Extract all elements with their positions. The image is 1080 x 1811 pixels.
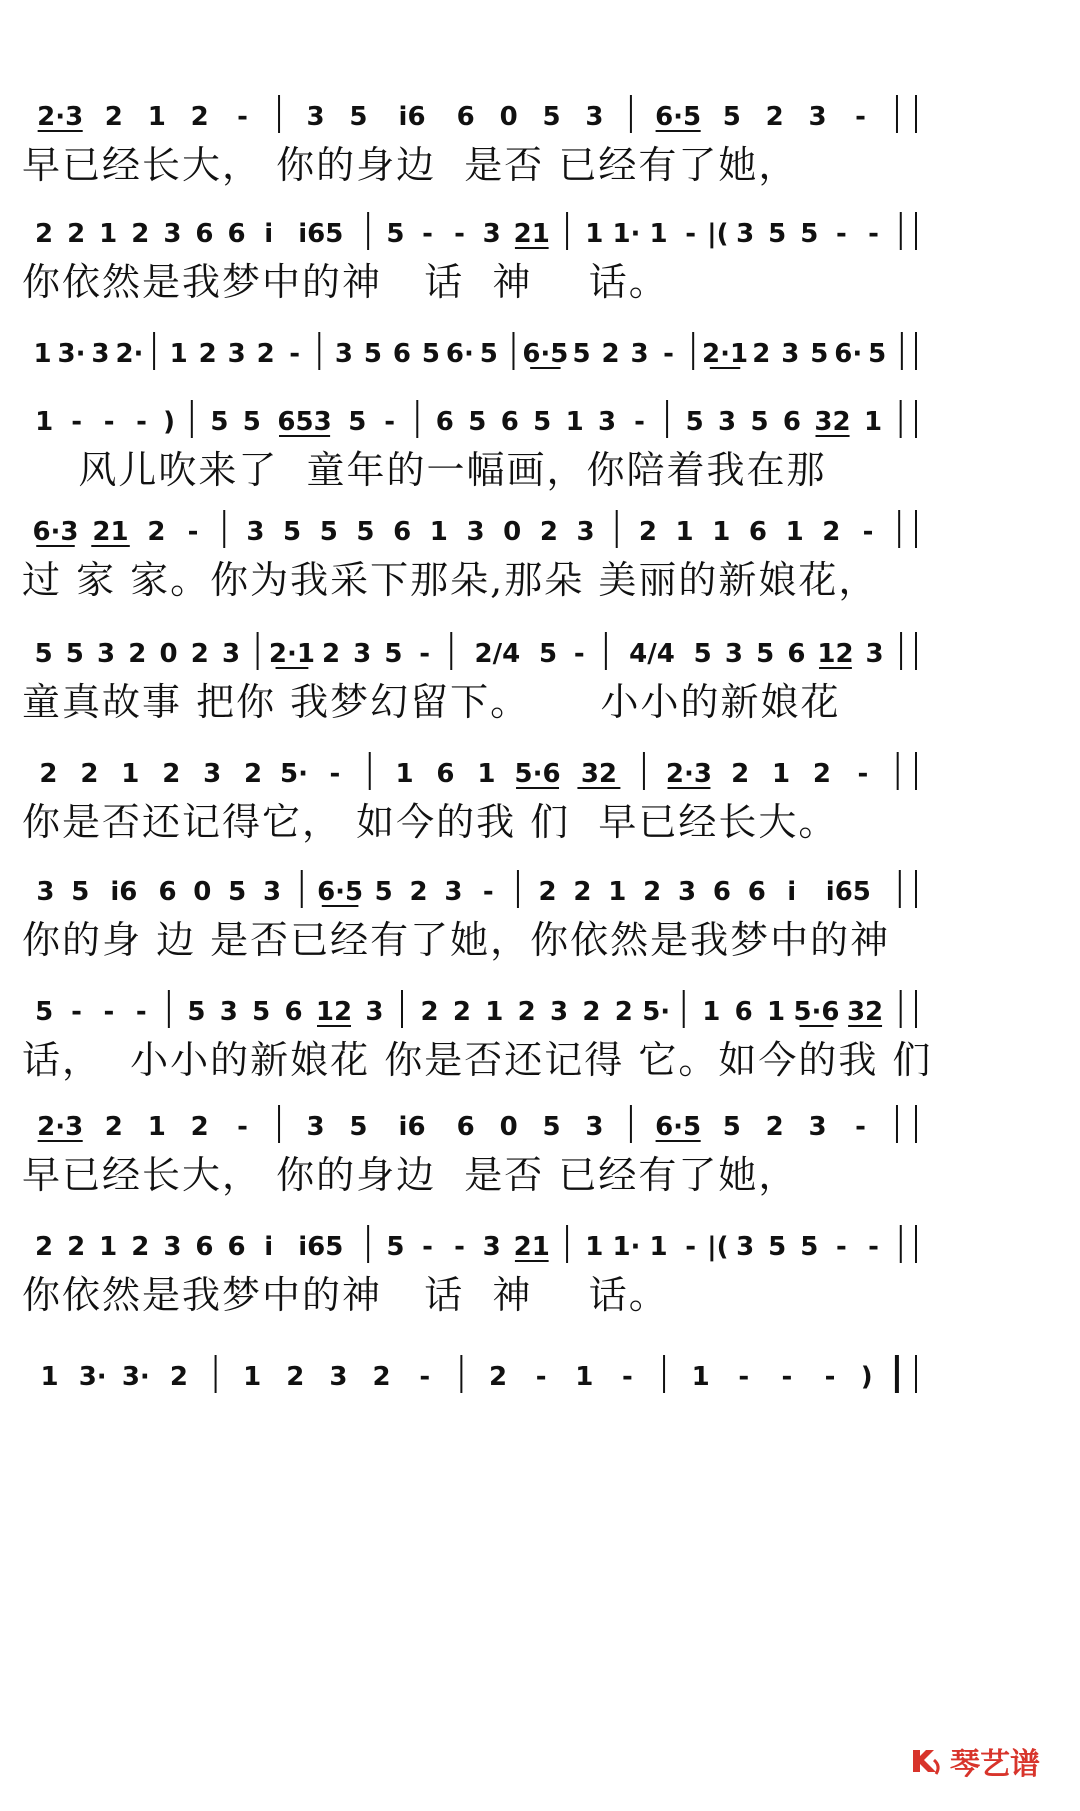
note-token: |( <box>707 1232 729 1262</box>
note-token: 6 <box>787 639 806 669</box>
note-token: 2 <box>147 517 166 547</box>
note-token: 3 <box>329 1362 348 1392</box>
note-token: 5 <box>228 877 247 907</box>
note-token: 1 <box>33 339 52 369</box>
note-token: 3 <box>865 639 884 669</box>
note-token: 5 <box>572 339 591 369</box>
note-token: - <box>685 1232 696 1262</box>
note-token: 2 <box>752 339 771 369</box>
note-token: 5·6 <box>514 759 561 789</box>
note-token: 2 <box>128 639 147 669</box>
note-token: 2· <box>115 339 144 369</box>
note-token: 3 <box>482 219 501 249</box>
note-token: 1 <box>243 1362 262 1392</box>
note-token: 3 <box>808 102 827 132</box>
note-token: - <box>419 639 431 669</box>
note-token: 1 <box>585 219 604 249</box>
lyric-line: 你依然是我梦中的神 话 神 话。 <box>22 260 669 304</box>
note-token: 6·5 <box>317 877 364 907</box>
note-token: 1 <box>575 1362 594 1392</box>
note-token: 6 <box>748 517 767 547</box>
note-token: 5 <box>810 339 829 369</box>
note-token: 2 <box>169 1362 188 1392</box>
note-token: - <box>663 339 674 369</box>
note-token: 5 <box>242 407 261 437</box>
note-token: 5 <box>685 407 704 437</box>
note-token: 2 <box>582 997 601 1027</box>
note-token: 3 <box>678 877 697 907</box>
note-token: 3 <box>163 219 182 249</box>
note-token: 2 <box>573 877 592 907</box>
note-token: 5· <box>642 997 671 1027</box>
note-token: - <box>384 407 396 437</box>
note-token: 6 <box>435 407 454 437</box>
note-token: 2 <box>162 759 181 789</box>
note-token: 5· <box>280 759 309 789</box>
note-token: 6· <box>834 339 863 369</box>
note-token: 12 <box>315 997 353 1027</box>
note-token: 1 <box>649 1232 668 1262</box>
lyric-line: 早已经长大， 你的身边 是否 已经有了她， <box>22 143 799 187</box>
note-token: 5 <box>868 339 887 369</box>
note-token: - <box>836 1232 847 1262</box>
note-token: 3 <box>482 1232 501 1262</box>
note-token: 2 <box>538 877 557 907</box>
note-token: - <box>419 1362 431 1392</box>
note-token: 2 <box>409 877 428 907</box>
note-token: 6 <box>436 759 455 789</box>
note-token: 2·3 <box>37 1112 84 1142</box>
note-token: - <box>535 1362 547 1392</box>
note-token: 2 <box>614 997 633 1027</box>
qinyipu-logo-icon <box>910 1746 944 1776</box>
note-token: 1 <box>477 759 496 789</box>
note-token: 1 <box>691 1362 710 1392</box>
note-token: 1 <box>99 219 118 249</box>
note-token: 3 <box>334 339 353 369</box>
note-token: 2·3 <box>665 759 712 789</box>
note-token: - <box>71 997 82 1027</box>
note-token: 1 <box>702 997 721 1027</box>
note-token: 2 <box>104 102 123 132</box>
note-token: 2 <box>80 759 99 789</box>
note-token: 5 <box>756 639 775 669</box>
note-token: - <box>855 102 866 132</box>
note-token: 2 <box>420 997 439 1027</box>
note-token: - <box>187 517 199 547</box>
note-token: - <box>329 759 341 789</box>
note-token: 2·1 <box>702 339 749 369</box>
note-token: - <box>135 997 147 1027</box>
note-token: 2 <box>190 1112 209 1142</box>
note-token: 5 <box>348 407 367 437</box>
note-token: i <box>264 219 274 249</box>
note-token: 6 <box>456 102 475 132</box>
note-token: 1 <box>766 997 786 1027</box>
note-token: 5 <box>65 639 84 669</box>
note-token: - <box>685 219 696 249</box>
note-token: 1 <box>675 517 694 547</box>
note-token: - <box>621 1362 633 1392</box>
note-token: 6 <box>195 1232 214 1262</box>
note-token: 3 <box>736 1232 755 1262</box>
note-token: 2 <box>643 877 662 907</box>
note-token: 5 <box>384 639 403 669</box>
note-token: 2 <box>198 339 217 369</box>
note-token: 2 <box>765 102 784 132</box>
note-token: 6 <box>284 997 303 1027</box>
note-token: 6·5 <box>655 1112 702 1142</box>
note-token: - <box>454 1232 465 1262</box>
note-token: 5 <box>768 219 787 249</box>
note-token: 1 <box>485 997 504 1027</box>
note-token: 3 <box>630 339 649 369</box>
note-token: 21 <box>513 219 550 249</box>
note-token: 4/4 <box>629 639 675 669</box>
note-token: 3 <box>365 997 384 1027</box>
note-token: - <box>422 1232 433 1262</box>
note-token: 0 <box>503 517 522 547</box>
note-token: 5 <box>356 517 375 547</box>
note-token: 2 <box>822 517 841 547</box>
note-token: 1 <box>99 1232 118 1262</box>
note-token: 3 <box>724 639 743 669</box>
note-token: ) <box>163 407 176 437</box>
note-token: 5 <box>693 639 712 669</box>
note-token: 1 <box>785 517 804 547</box>
note-token: 3 <box>221 639 241 669</box>
note-token: 1 <box>429 517 448 547</box>
note-token: 2 <box>638 517 657 547</box>
note-token: 1 <box>40 1362 59 1392</box>
note-token: 3 <box>306 102 325 132</box>
note-token: 5 <box>386 1232 405 1262</box>
note-token: 3 <box>219 997 238 1027</box>
note-token: 2 <box>765 1112 784 1142</box>
note-token: 32 <box>846 997 884 1027</box>
note-token: 32 <box>814 407 851 437</box>
note-token: 6 <box>195 219 214 249</box>
note-token: 2 <box>67 1232 86 1262</box>
note-token: 2 <box>67 219 86 249</box>
note-token: 5 <box>187 997 206 1027</box>
note-token: 2 <box>131 219 150 249</box>
note-token: 6 <box>393 517 412 547</box>
note-token: 5 <box>386 219 405 249</box>
note-token: 5 <box>750 407 769 437</box>
note-token: 6 <box>227 1232 246 1262</box>
note-token: 5 <box>722 102 741 132</box>
note-token: 3 <box>306 1112 325 1142</box>
note-token: - <box>738 1362 750 1392</box>
note-token: - <box>862 517 874 547</box>
note-token: 6·5 <box>522 339 569 369</box>
note-token: 1 <box>712 517 731 547</box>
note-token: 5 <box>252 997 271 1027</box>
note-token: - <box>855 1112 866 1142</box>
note-token: 1 <box>395 759 414 789</box>
note-token: 1 <box>771 759 791 789</box>
note-token: - <box>71 407 83 437</box>
note-token: 1· <box>612 219 641 249</box>
note-token: 5 <box>542 1112 561 1142</box>
note-token: 21 <box>513 1232 550 1262</box>
note-token: - <box>857 759 869 789</box>
note-token: 3 <box>203 759 222 789</box>
note-token: 5 <box>210 407 229 437</box>
note-token: 3 <box>808 1112 827 1142</box>
note-token: 3 <box>585 1112 604 1142</box>
note-token: 1 <box>585 1232 604 1262</box>
lyric-line: 你是否还记得它， 如今的我 们 早已经长大。 <box>22 800 839 844</box>
note-token: i65 <box>825 877 871 907</box>
note-token: 2 <box>452 997 471 1027</box>
note-token: 5 <box>542 102 561 132</box>
note-token: - <box>454 219 465 249</box>
note-token: 5 <box>71 877 90 907</box>
lyric-line: 早已经长大， 你的身边 是否 已经有了她， <box>22 1153 799 1197</box>
note-token: 3 <box>91 339 110 369</box>
note-token: 3 <box>36 877 55 907</box>
note-token: 3 <box>598 407 617 437</box>
note-token: - <box>824 1362 836 1392</box>
note-token: 2 <box>488 1362 508 1392</box>
note-token: 1 <box>35 407 54 437</box>
note-token: 6·5 <box>655 102 702 132</box>
note-token: 5 <box>349 1112 368 1142</box>
note-token: 5·6 <box>793 997 840 1027</box>
note-token: 21 <box>92 517 129 547</box>
note-token: i65 <box>298 1232 344 1262</box>
note-token: - <box>836 219 847 249</box>
note-token: - <box>482 877 494 907</box>
note-token: - <box>868 1232 879 1262</box>
note-token: 2/4 <box>474 639 521 669</box>
note-token: 6 <box>456 1112 475 1142</box>
note-token: 2·1 <box>268 639 315 669</box>
watermark-brand: 琴艺谱 <box>950 1747 1040 1782</box>
note-token: - <box>781 1362 793 1392</box>
note-token: 653 <box>277 407 332 437</box>
note-token: - <box>237 102 248 132</box>
lyric-line: 你的身 边 是否已经有了她，你依然是我梦中的神 <box>22 918 891 962</box>
note-token: 2 <box>34 1232 54 1262</box>
note-token: 5 <box>283 517 302 547</box>
lyric-line: 话， 小小的新娘花 你是否还记得 它。如今的我 们 <box>22 1038 933 1082</box>
note-token: i6 <box>110 877 138 907</box>
note-token: 2 <box>34 219 54 249</box>
note-token: 1 <box>121 759 140 789</box>
note-token: 3 <box>353 639 372 669</box>
note-token: 3 <box>246 517 265 547</box>
note-token: 5 <box>468 407 487 437</box>
note-token: 2 <box>321 639 341 669</box>
note-token: 3· <box>121 1362 150 1392</box>
note-token: 1 <box>147 1112 166 1142</box>
lyric-line: 风儿吹来了 童年的一幅画，你陪着我在那 <box>22 448 827 492</box>
note-token: 2 <box>372 1362 391 1392</box>
note-token: 2 <box>104 1112 123 1142</box>
note-token: i6 <box>398 1112 426 1142</box>
note-token: 3· <box>78 1362 107 1392</box>
note-token: 2 <box>256 339 275 369</box>
note-token: - <box>103 997 115 1027</box>
note-token: 2 <box>539 517 558 547</box>
watermark <box>910 1739 1040 1783</box>
note-token: 6 <box>782 407 802 437</box>
note-token: 5 <box>539 639 558 669</box>
note-token: 5 <box>722 1112 741 1142</box>
note-token: 2 <box>601 339 620 369</box>
note-token: |( <box>707 219 729 249</box>
note-token: 3 <box>550 997 569 1027</box>
note-token: 0 <box>499 102 518 132</box>
note-token: 6 <box>392 339 411 369</box>
note-token: 3 <box>263 877 282 907</box>
note-token: - <box>868 219 879 249</box>
note-token: 6 <box>227 219 246 249</box>
note-token: 5 <box>421 339 440 369</box>
note-token: 0 <box>499 1112 518 1142</box>
note-token: 2 <box>517 997 536 1027</box>
note-token: 3· <box>57 339 86 369</box>
note-token: - <box>136 407 147 437</box>
note-token: 6· <box>445 339 474 369</box>
note-token: 6 <box>747 877 766 907</box>
note-token: 12 <box>817 639 854 669</box>
note-token: 5 <box>800 219 819 249</box>
note-token: 1 <box>864 407 883 437</box>
lyric-line: 过 家 家。你为我采下那朵,那朵 美丽的新娘花， <box>22 558 879 602</box>
note-token: 6 <box>734 997 753 1027</box>
note-token: 2·3 <box>37 102 84 132</box>
note-token: 1· <box>612 1232 641 1262</box>
note-token: 3 <box>585 102 604 132</box>
note-token: 6 <box>712 877 731 907</box>
note-token: 32 <box>580 759 618 789</box>
note-token: - <box>237 1112 248 1142</box>
note-token: 5 <box>533 407 552 437</box>
lyric-line: 童真故事 把你 我梦幻留下。 小小的新娘花 <box>22 680 841 724</box>
note-token: 5 <box>768 1232 787 1262</box>
note-token: 3 <box>718 407 737 437</box>
note-token: 0 <box>159 639 178 669</box>
note-token: - <box>103 407 115 437</box>
note-token: 5 <box>479 339 498 369</box>
note-token: 3 <box>163 1232 182 1262</box>
note-token: 6 <box>158 877 177 907</box>
note-token: 2 <box>39 759 58 789</box>
note-token: 3 <box>781 339 800 369</box>
note-token: 5 <box>363 339 382 369</box>
note-token: 2 <box>244 759 263 789</box>
note-token: 5 <box>35 997 54 1027</box>
note-token: - <box>289 339 301 369</box>
note-token: 1 <box>147 102 166 132</box>
note-token: 1 <box>169 339 188 369</box>
note-token: 2 <box>190 102 209 132</box>
note-token: 2 <box>190 639 209 669</box>
note-token: - <box>422 219 433 249</box>
lyric-line: 你依然是我梦中的神 话 神 话。 <box>22 1273 669 1317</box>
note-token: 1 <box>565 407 584 437</box>
note-token: 2 <box>286 1362 305 1392</box>
note-token: 5 <box>34 639 53 669</box>
note-token: 3 <box>576 517 595 547</box>
note-token: 5 <box>349 102 368 132</box>
note-token: 1 <box>649 219 668 249</box>
note-token: - <box>634 407 645 437</box>
note-token: 3 <box>466 517 485 547</box>
note-token: i65 <box>298 219 344 249</box>
note-token: 3 <box>97 639 116 669</box>
note-token: 5 <box>800 1232 819 1262</box>
note-token: 3 <box>736 219 755 249</box>
note-token: 2 <box>812 759 832 789</box>
note-token: 5 <box>374 877 393 907</box>
note-token: 2 <box>731 759 750 789</box>
note-token: 3 <box>444 877 463 907</box>
note-token: i6 <box>398 102 426 132</box>
note-token: i <box>264 1232 274 1262</box>
note-token: ) <box>860 1362 873 1392</box>
note-token: i <box>787 877 797 907</box>
note-token: 5 <box>319 517 338 547</box>
note-token: 6 <box>500 407 519 437</box>
note-token: 1 <box>608 877 627 907</box>
note-token: - <box>573 639 585 669</box>
note-token: 3 <box>227 339 246 369</box>
note-token: 0 <box>193 877 212 907</box>
note-token: 6·3 <box>32 517 79 547</box>
note-token: 2 <box>131 1232 150 1262</box>
